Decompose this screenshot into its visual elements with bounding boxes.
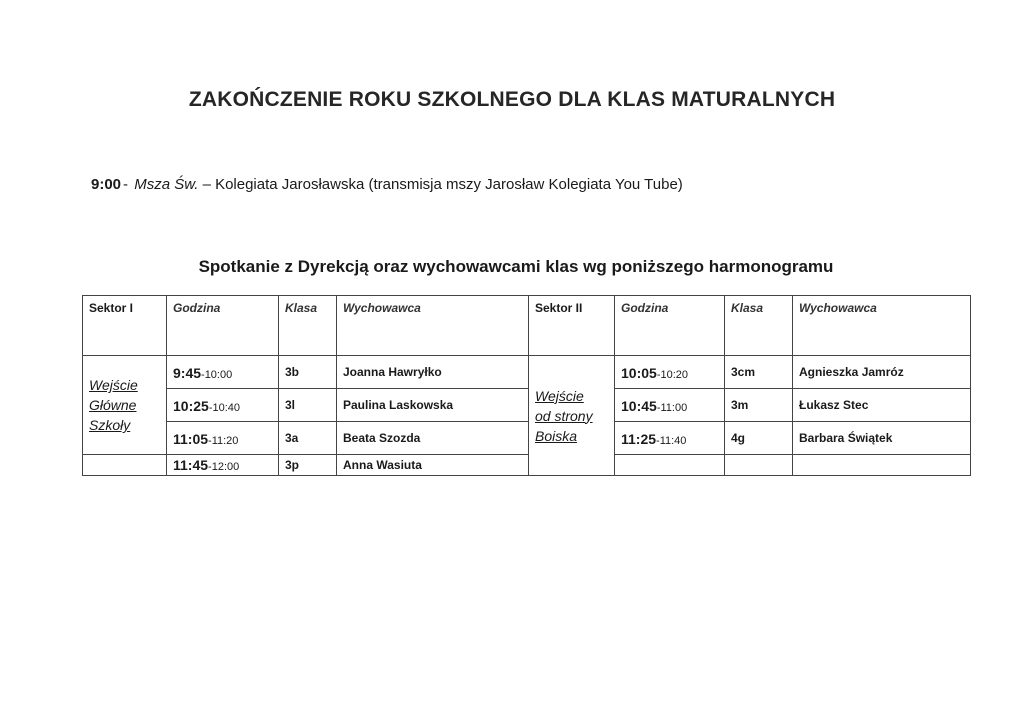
schedule-table (82, 295, 971, 476)
time-cell: 10:25-10:40 (167, 389, 279, 422)
time-cell: 11:45-12:00 (167, 455, 279, 476)
empty-cell (793, 455, 971, 476)
hour-header: Godzina (167, 296, 279, 356)
time-cell: 9:45-10:00 (167, 356, 279, 389)
teacher-cell: Beata Szozda (337, 422, 529, 455)
entrance-line: Wejście (89, 377, 138, 393)
class-cell: 3p (279, 455, 337, 476)
entrance-line: Szkoły (89, 417, 131, 433)
time-cell: 10:45-11:00 (615, 389, 725, 422)
time-cell: 10:05-10:20 (615, 356, 725, 389)
table-row (83, 356, 971, 389)
table-row (83, 422, 971, 455)
empty-cell (615, 455, 725, 476)
class-cell: 3m (725, 389, 793, 422)
class-header: Klasa (725, 296, 793, 356)
table-header-row (83, 296, 971, 356)
class-cell: 3a (279, 422, 337, 455)
empty-cell (725, 455, 793, 476)
teacher-cell: Barbara Świątek (793, 422, 971, 455)
teacher-header: Wychowawca (337, 296, 529, 356)
teacher-cell: Paulina Laskowska (337, 389, 529, 422)
teacher-cell: Joanna Hawryłko (337, 356, 529, 389)
entrance-line: Boiska (535, 427, 578, 444)
teacher-cell: Anna Wasiuta (337, 455, 529, 476)
class-header: Klasa (279, 296, 337, 356)
class-cell: 3b (279, 356, 337, 389)
teacher-cell: Łukasz Stec (793, 389, 971, 422)
entrance-line: Wejście (535, 387, 584, 404)
sector1-entrance (83, 356, 167, 455)
meeting-subtitle: Spotkanie z Dyrekcją oraz wychowawcami klas wg poniższego harmonogramu (198, 257, 834, 276)
sector1-header: Sektor I (83, 296, 167, 356)
class-cell: 3cm (725, 356, 793, 389)
empty-cell (83, 455, 167, 476)
class-cell: 3l (279, 389, 337, 422)
entrance-line: Główne (89, 397, 137, 413)
hour-header: Godzina (615, 296, 725, 356)
mass-details: – Kolegiata Jarosławska (transmisja mszy Jarosław Kolegiata You Tube) (202, 176, 683, 193)
sector2-entrance (529, 356, 615, 476)
table-row (83, 389, 971, 422)
mass-info (91, 176, 683, 193)
teacher-cell: Agnieszka Jamróz (793, 356, 971, 389)
mass-time: 9:00 (91, 176, 122, 193)
table-row (83, 455, 971, 476)
class-cell: 4g (725, 422, 793, 455)
time-cell: 11:25-11:40 (615, 422, 725, 455)
teacher-header: Wychowawca (793, 296, 971, 356)
entrance-line: od strony (535, 407, 593, 424)
sector2-header: Sektor II (529, 296, 615, 356)
mass-separator: - (123, 176, 129, 193)
page-title: ZAKOŃCZENIE ROKU SZKOLNEGO DLA KLAS MATURALNYCH (188, 88, 836, 111)
mass-event: Msza Św. (134, 176, 199, 193)
time-cell: 11:05-11:20 (167, 422, 279, 455)
